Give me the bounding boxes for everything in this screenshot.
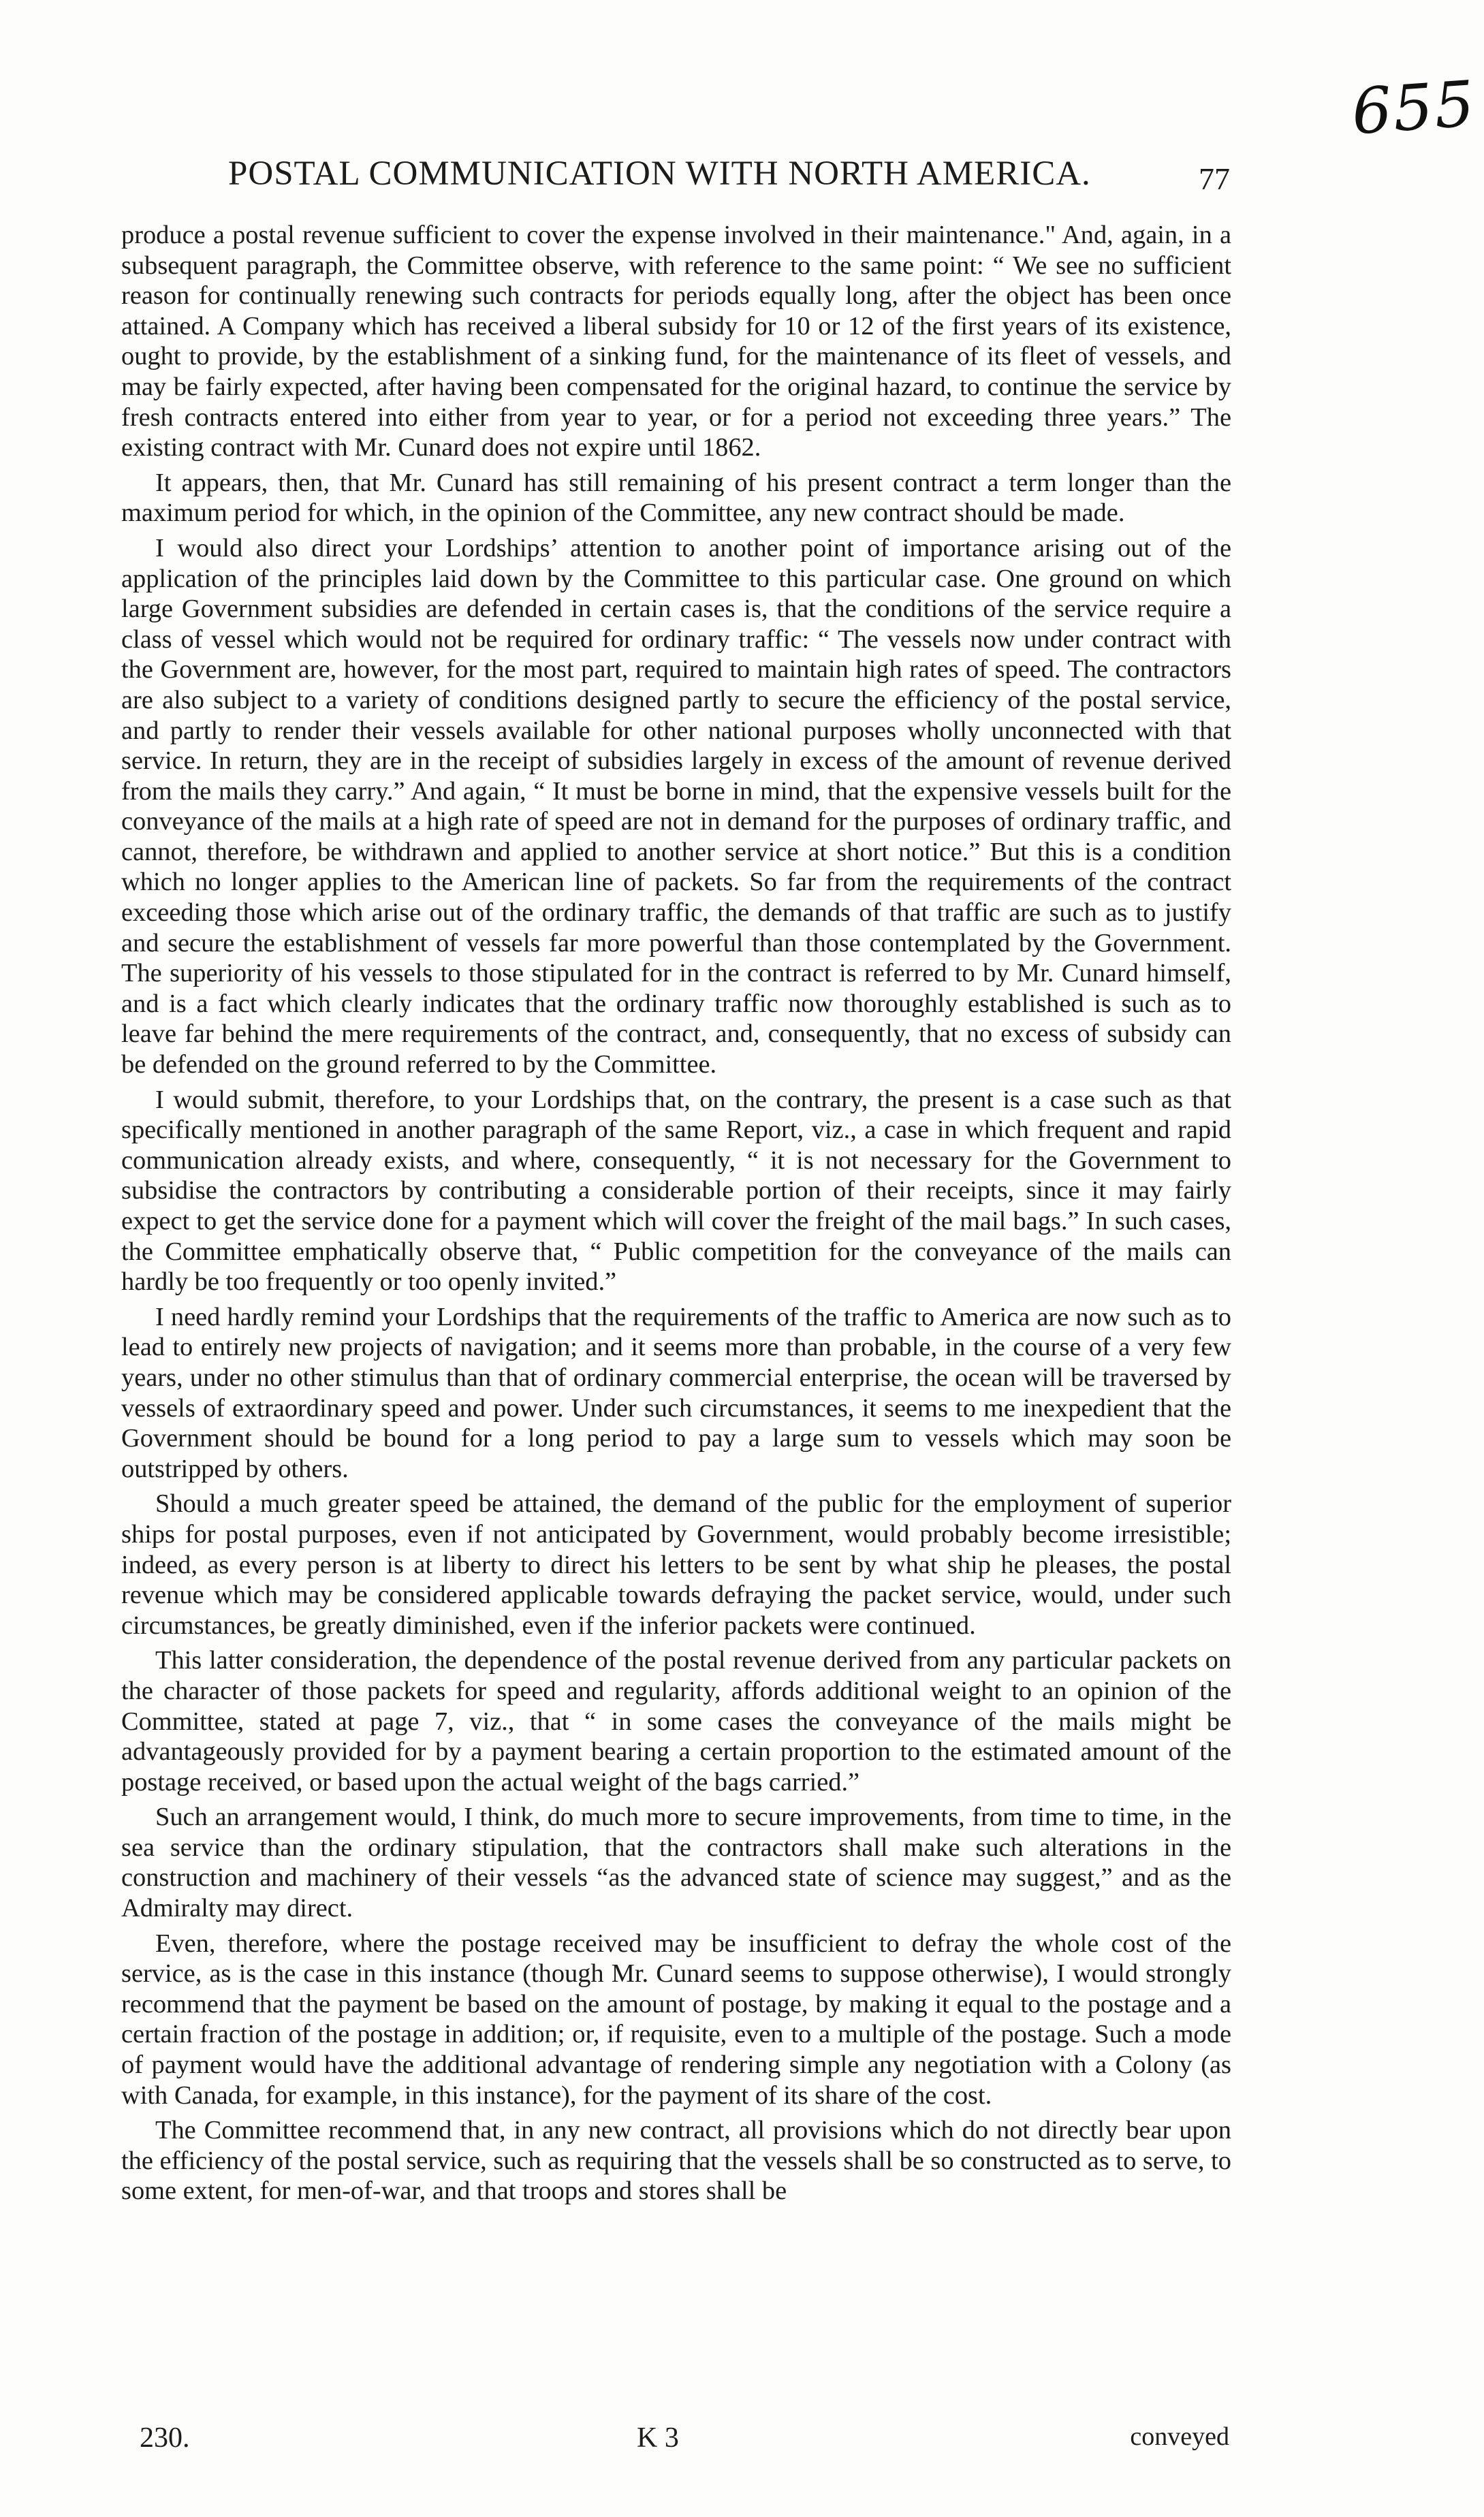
paragraph: This latter consideration, the dependence of the postal revenue derived from any particular packets on the character of those packets for speed and regularity, affords additional weight to an opinion of the Committee, stated at page 7, viz., that “ in some cases the conveyance of the mails might be advantageously provided for by a payment bearing a certain proportion to the estimated amount of the postage received, or based upon the actual weight of the bags carried.” xyxy=(121,1646,1231,1796)
body-text xyxy=(121,220,1231,2211)
catchword: conveyed xyxy=(1130,2422,1229,2451)
paragraph: The Committee recommend that, in any new contract, all provisions which do not directly bear upon the efficiency of the postal service, such as requiring that the vessels shall be so constructed as to serve, to some extent, for men-of-war, and that troops and stores shall be xyxy=(121,2116,1231,2206)
paragraph: I need hardly remind your Lordships that the requirements of the traffic to America are now such as to lead to entirely new projects of navigation; and it seems more than probable, in the course of a very few years, under no other stimulus than that of ordinary commercial enterprise, the ocean will be traversed by vessels of extraordinary speed and power. Under such circumstances, it seems to me inexpedient that the Government should be bound for a long period to pay a large sum to vessels which may soon be outstripped by others. xyxy=(121,1302,1231,1483)
page-footer xyxy=(140,2422,1229,2463)
paragraph: I would submit, therefore, to your Lordships that, on the contrary, the present is a case such as that specifically mentioned in another paragraph of the same Report, viz., a case in which frequent and rapid communication already exists, and where, consequently, “ it is not necessary for the Government to subsidise the contractors by contributing a considerable portion of their receipts, since it may fairly expect to get the service done for a payment which will cover the freight of the mail bags.” In such cases, the Committee emphatically observe that, “ Public competition for the conveyance of the mails can hardly be too frequently or too openly invited.” xyxy=(121,1085,1231,1297)
page-number: 77 xyxy=(1199,161,1230,196)
paragraph: Even, therefore, where the postage received may be insufficient to defray the whole cost of the service, as is the case in this instance (though Mr. Cunard seems to suppose otherwise), I would strongly recommend that the payment be based on the amount of postage, by making it equal to the postage and a certain fraction of the postage in addition; or, if requisite, even to a multiple of the postage. Such a mode of payment would have the additional advantage of rendering simple any negotiation with a Colony (as with Canada, for example, in this instance), for the payment of its share of the cost. xyxy=(121,1929,1231,2110)
running-head: POSTAL COMMUNICATION WITH NORTH AMERICA. xyxy=(228,155,1091,193)
signature-mark: K 3 xyxy=(637,2422,679,2454)
handwritten-folio-number: 655 xyxy=(1349,67,1479,149)
paragraph: It appears, then, that Mr. Cunard has still remaining of his present contract a term longer than the maximum period for which, in the opinion of the Committee, any new contract should be made. xyxy=(121,468,1231,528)
paragraph: Should a much greater speed be attained, the demand of the public for the employment of superior ships for postal purposes, even if not anticipated by Government, would probably become irresistible; indeed, as every person is at liberty to direct his letters to be sent by what ship he pleases, the postal revenue which may be considered applicable towards defraying the packet service, would, under such circumstances, be greatly diminished, even if the inferior packets were continued. xyxy=(121,1489,1231,1640)
paragraph: Such an arrangement would, I think, do much more to secure improvements, from time to time, in the sea service than the ordinary stipulation, that the contractors shall make such alterations in the construction and machinery of their vessels “as the advanced state of science may suggest,” and as the Admiralty may direct. xyxy=(121,1803,1231,1923)
footer-number: 230. xyxy=(140,2422,190,2454)
paragraph-continued: produce a postal revenue sufficient to cover the expense involved in their maintenance." And, again, in a subsequent paragraph, the Committee observe, with reference to the same point: “ We see no sufficient reason for continually renewing such contracts for periods equally long, after the object has been once attained. A Company which has received a liberal subsidy for 10 or 12 of the first years of its existence, ought to provide, by the establishment of a sinking fund, for the maintenance of its fleet of vessels, and may be fairly expected, after having been compensated for the original hazard, to continue the service by fresh contracts entered into either from year to year, or for a period not exceeding three years.” The existing contract with Mr. Cunard does not expire until 1862. xyxy=(121,221,1231,462)
paragraph: I would also direct your Lordships’ attention to another point of importance arising out of the application of the principles laid down by the Committee to this particular case. One ground on which large Government subsidies are defended in certain cases is, that the conditions of the service require a class of vessel which would not be required for ordinary traffic: “ The vessels now under contract with the Government are, however, for the most part, required to maintain high rates of speed. The contractors are also subject to a variety of conditions designed partly to secure the efficiency of the postal service, and partly to render their vessels available for other national purposes wholly unconnected with that service. In return, they are in the receipt of subsidies largely in excess of the amount of revenue derived from the mails they carry.” And again, “ It must be borne in mind, that the expensive vessels built for the conveyance of the mails at a high rate of speed are not in demand for the purposes of ordinary traffic, and cannot, therefore, be withdrawn and applied to another service at short notice.” But this is a condition which no longer applies to the American line of packets. So far from the requirements of the contract exceeding those which arise out of the ordinary traffic, the demands of that traffic are such as to justify and secure the establishment of vessels far more powerful than those contemplated by the Government. The superiority of his vessels to those stipulated for in the contract is referred to by Mr. Cunard himself, and is a fact which clearly indicates that the ordinary traffic now thoroughly established is such as to leave far behind the mere requirements of the contract, and, consequently, that no excess of subsidy can be defended on the ground referred to by the Committee. xyxy=(121,533,1231,1079)
